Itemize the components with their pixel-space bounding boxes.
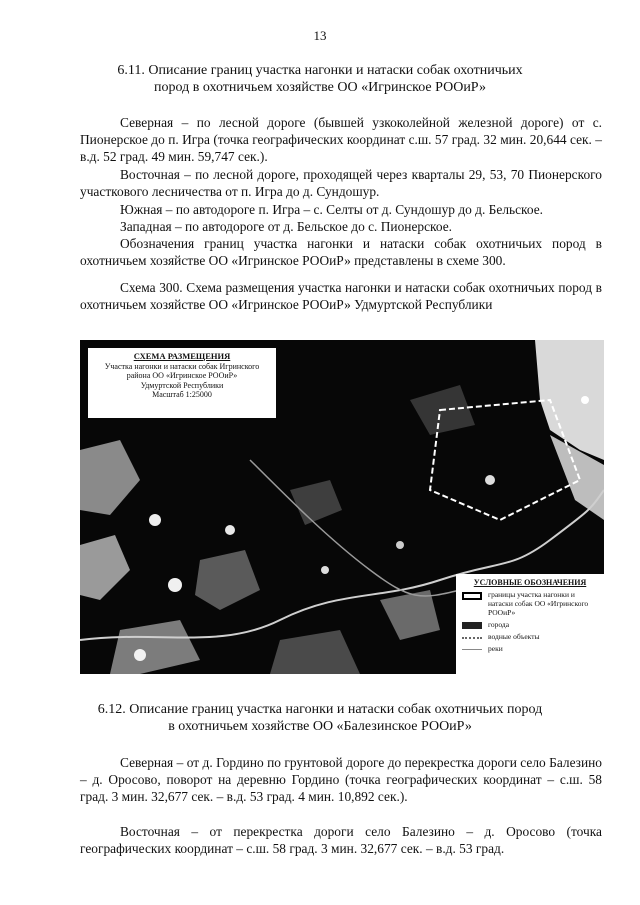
heading-line-1: 6.12. Описание границ участка нагонки и натаски собак охотничьих пород (97, 702, 543, 717)
legend-border-label: границы участка нагонки и натаски собак ОО «Игринского РООиР» (488, 590, 589, 617)
map-title-heading: СХЕМА РАЗМЕЩЕНИЯ (133, 351, 231, 361)
water-symbol-icon (462, 637, 482, 639)
legend-item-water (462, 632, 598, 641)
map-legend (456, 574, 604, 674)
map-title-line-2: района ОО «Игринское РООиР» (126, 371, 238, 380)
legend-item-town (462, 620, 598, 629)
page-number: 13 (313, 28, 327, 43)
map-title-box (88, 348, 276, 418)
town-symbol-icon (462, 622, 482, 629)
map-scale: Масштаб 1:25000 (152, 390, 212, 399)
legend-rivers-label: реки (488, 644, 503, 653)
river-symbol-icon (462, 649, 482, 650)
heading-line-1: 6.11. Описание границ участка нагонки и натаски собак охотничьих (117, 63, 523, 78)
east-border-paragraph: Восточная – по лесной дороге, проходящей через кварталы 29, 53, 70 Пионерского участкового лесничества от п. Игра до д. Сундошур. (80, 167, 602, 199)
hunting-area-map (80, 340, 604, 674)
legend-town-label: города (488, 620, 510, 629)
south-border-paragraph: Южная – по автодороге п. Игра – с. Селты от д. Сундошур до д. Бельское. (120, 202, 544, 217)
border-symbol-icon (462, 592, 482, 600)
map-title-line-3: Удмуртской Республики (140, 380, 224, 390)
balezino-north-border-paragraph: Северная – от д. Гордино по грунтовой дороге до перекрестка дороги село Балезино – д. Оросово, поворот на деревню Гордино (точка географических координат – с.ш. 58 град. 3 мин. 32,677 сек. – в.д. 53 град. 4 мин. 10,892 сек.). (80, 755, 602, 804)
section-6-12-heading (80, 701, 560, 735)
map-title-line-1: Участка нагонки и натаски собак Игринского (104, 361, 260, 371)
west-border-paragraph: Западная – по автодороге от д. Бельское до с. Пионерское. (120, 219, 453, 234)
legend-reference-paragraph: Обозначения границ участка нагонки и натаски собак охотничьих пород в охотничьем хозяйстве ОО «Игринское РООиР» представлены в схеме 300. (80, 236, 602, 268)
heading-line-2: в охотничьем хозяйстве ОО «Балезинское РООиР» (168, 719, 472, 734)
heading-line-2: пород в охотничьем хозяйстве ОО «Игринское РООиР» (154, 80, 486, 95)
section-6-11-heading (90, 62, 550, 96)
north-border-paragraph: Северная – по лесной дороге (бывшей узкоколейной железной дороге) от с. Пионерское до п. Игра (точка географических координат с.ш. 57 град. 32 мин. 20,644 сек. – в.д. 52 град. 49 мин. 59,747 сек.). (80, 115, 602, 164)
legend-water-label: водные объекты (488, 632, 540, 641)
legend-heading: УСЛОВНЫЕ ОБОЗНАЧЕНИЯ (473, 578, 587, 587)
legend-item-rivers (462, 644, 598, 653)
balezino-east-border-paragraph: Восточная – от перекрестка дороги село Балезино – д. Оросово (точка географических координат – с.ш. 58 град. 3 мин. 32,677 сек. – в.д. 53 град. (80, 824, 602, 856)
legend-item-border (462, 590, 598, 617)
scheme-caption: Схема 300. Схема размещения участка нагонки и натаски собак охотничьих пород в охотничьем хозяйстве ОО «Игринское РООиР» Удмуртской Республики (80, 280, 602, 312)
